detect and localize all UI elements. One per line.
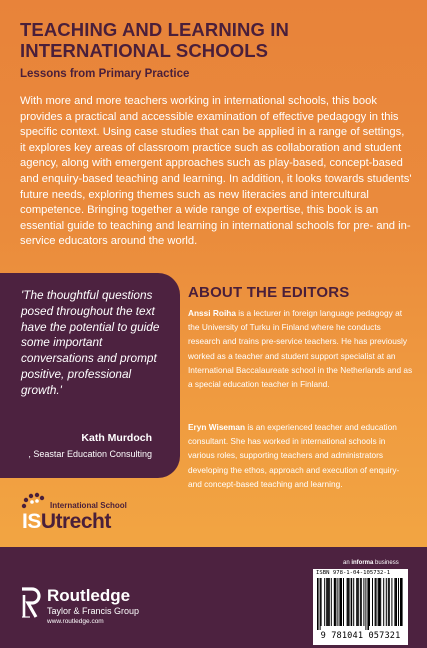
barcode-bar xyxy=(367,578,369,630)
barcode-bar xyxy=(334,578,336,626)
informa-prefix: an xyxy=(343,560,352,566)
barcode-bar xyxy=(348,578,349,626)
barcode-box xyxy=(313,569,408,645)
barcode-bar xyxy=(327,578,328,626)
barcode-bar xyxy=(361,578,362,626)
editor-bio xyxy=(188,306,413,391)
editor-bio-text: is a lecturer in foreign language pedagogy at the University of Turku in Finland where he conducts research and trains pre-service teachers. He has previously worked as a teacher and student support specialist at an International Baccalaureate school in the Netherlands and as a special education teacher in Finland. xyxy=(188,308,413,390)
barcode-bar xyxy=(331,578,332,626)
barcode-bar xyxy=(360,578,361,626)
barcode-bar xyxy=(386,578,387,626)
barcode-bar xyxy=(351,578,353,626)
isbn-text: ISBN 978-1-04-105732-1 xyxy=(316,570,391,576)
book-subtitle: Lessons from Primary Practice xyxy=(20,68,190,80)
book-blurb: With more and more teachers working in international schools, this book provides a practical and accessible examination of effective pedagogy in this specific context. Using case studies that can be applied in a range of settings, it explores key areas of classroom practice such as collaboration and student agency, along with emergent approaches such as play-based, concept-based and enquiry-based teaching and learning. In addition, it looks towards students' future needs, exploring themes such as new literacies and intercultural competence. Bringing together a wide range of expertise, this book is an essential guide to teaching and learning in international schools for pre- and in-service educators around the world. xyxy=(20,95,412,248)
endorsement-quote: 'The thoughtful questions posed throughout the text have the potential to guide some important conversations and prompt positive, professional growth.' xyxy=(21,288,160,397)
barcode-bar xyxy=(398,578,399,626)
barcode-bar xyxy=(369,578,370,626)
barcode-bar xyxy=(328,578,330,626)
dots-icon xyxy=(20,492,50,512)
barcode-bar xyxy=(400,578,401,626)
barcode-bar xyxy=(320,578,321,630)
barcode-bar xyxy=(380,578,381,626)
barcode-bar xyxy=(376,578,377,626)
informa-suffix: business xyxy=(373,560,399,566)
barcode-bar xyxy=(317,578,319,630)
endorsement-affiliation: , Seastar Education Consulting xyxy=(28,449,152,459)
barcode-bar xyxy=(337,578,338,626)
editor-name: Eryn Wiseman xyxy=(188,422,246,432)
barcode-bar xyxy=(353,578,354,626)
barcode-bar xyxy=(349,578,350,626)
barcode-bar xyxy=(321,578,322,626)
editor-name: Anssi Roiha xyxy=(188,308,236,318)
about-editors-heading: ABOUT THE EDITORS xyxy=(188,284,350,301)
barcode-icon xyxy=(317,578,404,630)
school-logo-city: Utrecht xyxy=(40,510,111,533)
routledge-r-icon xyxy=(20,587,42,619)
informa-tag xyxy=(343,560,399,566)
footer-band xyxy=(0,547,427,648)
endorsement-author: Kath Murdoch xyxy=(81,432,152,444)
school-logo-name xyxy=(22,510,111,534)
endorsement-panel xyxy=(0,273,180,478)
barcode-bar xyxy=(388,578,389,626)
school-logo-small-text: International School xyxy=(50,501,127,510)
barcode-bar xyxy=(343,578,344,626)
barcode-bar xyxy=(341,578,342,626)
barcode-bar xyxy=(378,578,379,626)
school-logo xyxy=(20,492,170,538)
publisher-name: Routledge xyxy=(47,586,131,605)
barcode-bar xyxy=(372,578,373,626)
editor-bio-text: is an experienced teacher and education consultant. She has worked in international schools in various roles, supporting teachers and administrators developing the ethos, approach and execution of enquiry- and concept-based teaching and learning. xyxy=(188,422,400,489)
barcode-bar xyxy=(394,578,395,626)
publisher-url: www.routledge.com xyxy=(47,618,104,625)
barcode-bar xyxy=(389,578,390,626)
barcode-bar xyxy=(324,578,325,626)
barcode-bar xyxy=(379,578,381,626)
book-title: TEACHING AND LEARNING IN INTERNATIONAL SCHOOLS xyxy=(20,19,289,61)
barcode-bar xyxy=(365,578,366,630)
barcode-bar xyxy=(383,578,384,626)
editor-bio xyxy=(188,420,413,491)
barcode-bar xyxy=(339,578,341,626)
barcode-bar xyxy=(326,578,327,626)
barcode-bar xyxy=(375,578,376,626)
barcode-bar xyxy=(391,578,392,626)
barcode-bar xyxy=(356,578,358,626)
informa-word: informa xyxy=(351,560,374,566)
barcode-bar xyxy=(358,578,359,626)
barcode-bar xyxy=(395,578,397,626)
barcode-bar xyxy=(363,578,364,626)
barcode-bar xyxy=(401,578,403,626)
school-logo-prefix: IS xyxy=(22,510,41,533)
barcode-bar xyxy=(347,578,348,626)
publisher-group: Taylor & Francis Group xyxy=(47,606,140,616)
barcode-digits: 9 781041 057321 xyxy=(320,631,401,641)
barcode-bar xyxy=(335,578,336,626)
